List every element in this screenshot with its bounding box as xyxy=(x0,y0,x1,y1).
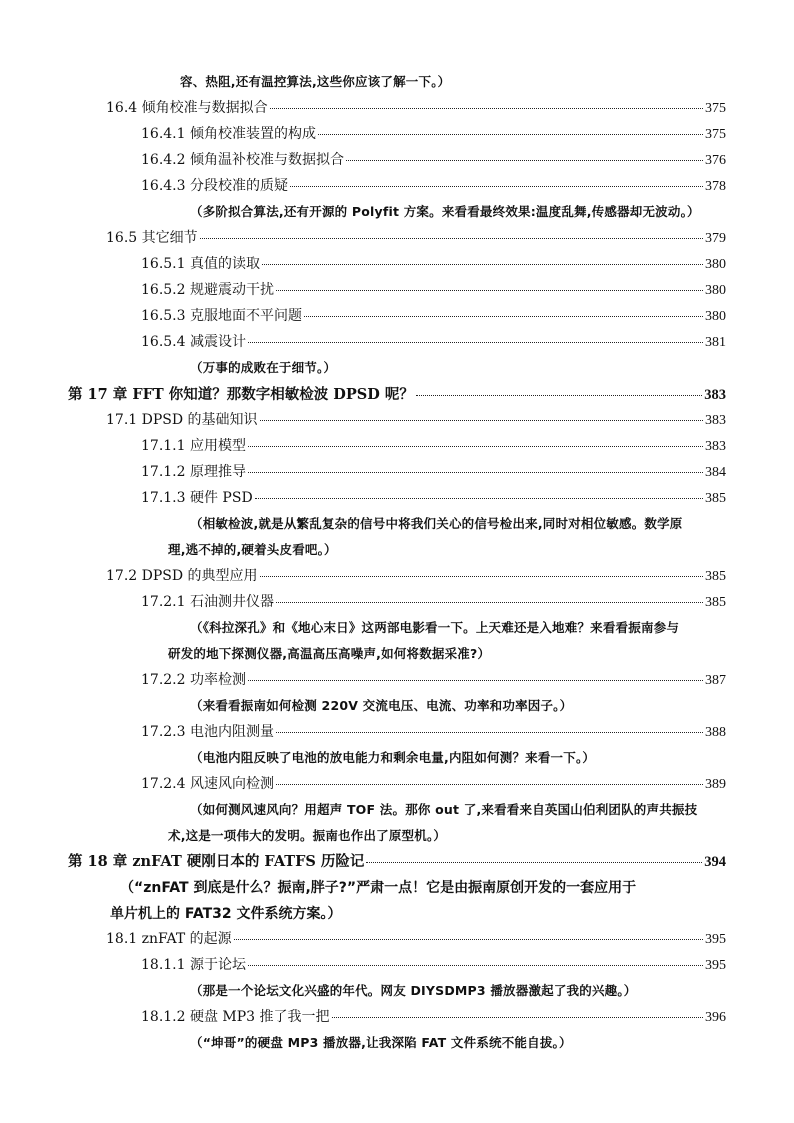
toc-entry-17-2-2[interactable] xyxy=(141,669,726,693)
toc-entry-17-2[interactable] xyxy=(106,565,726,589)
toc-entry-page: 380 xyxy=(705,309,726,324)
toc-entry-page: 379 xyxy=(705,231,726,246)
toc-entry-title: 16.5.1 真值的读取 xyxy=(141,256,260,272)
annotation-note: （《科拉深孔》和《地心末日》这两部电影看一下。上天难还是入地难？来看看振南参与 xyxy=(190,620,680,635)
toc-entry-17-2-4[interactable] xyxy=(141,773,726,797)
leader-dots xyxy=(260,576,703,577)
toc-entry-title: 17.2 DPSD 的典型应用 xyxy=(106,568,258,584)
toc-entry-title: 16.5.3 克服地面不平问题 xyxy=(141,308,302,324)
annotation-note: 单片机上的 FAT32 文件系统方案。） xyxy=(110,906,342,922)
toc-entry-17-1[interactable] xyxy=(106,409,726,433)
toc-entry-page: 380 xyxy=(705,257,726,272)
leader-dots xyxy=(270,108,703,109)
leader-dots xyxy=(234,939,703,940)
toc-entry-title: 17.1.1 应用模型 xyxy=(141,438,246,454)
leader-dots xyxy=(346,160,703,161)
toc-entry-title: 18.1 znFAT 的起源 xyxy=(106,931,232,947)
toc-entry-16-5[interactable] xyxy=(106,227,726,251)
toc-entry-title: 16.4.1 倾角校准装置的构成 xyxy=(141,126,316,142)
toc-entry-page: 395 xyxy=(705,958,726,973)
annotation-note: （如何测风速风向？用超声 TOF 法。那你 out 了,来看看来自英国山伯利团队的声共振技 xyxy=(190,802,698,817)
toc-entry-title: 17.2.3 电池内阻测量 xyxy=(141,724,274,740)
annotation-note: （万事的成败在于细节。） xyxy=(190,360,337,375)
toc-entry-title: 18.1.2 硬盘 MP3 推了我一把 xyxy=(141,1009,330,1025)
leader-dots xyxy=(248,680,703,681)
leader-dots xyxy=(248,342,703,343)
toc-entry-page: 375 xyxy=(705,101,726,116)
toc-entry-title: 17.2.1 石油测井仪器 xyxy=(141,594,274,610)
toc-entry-title: 17.2.4 风速风向检测 xyxy=(141,776,274,792)
toc-entry-16-4-2[interactable] xyxy=(141,149,726,173)
toc-entry-18-1[interactable] xyxy=(106,928,726,952)
toc-entry-page: 380 xyxy=(705,283,726,298)
toc-entry-title: 第 17 章 FFT 你知道？那数字相敏检波 DPSD 呢？ xyxy=(68,386,414,403)
toc-entry-16-4[interactable] xyxy=(106,97,726,121)
leader-dots xyxy=(260,420,703,421)
toc-entry-page: 394 xyxy=(704,854,726,870)
leader-dots xyxy=(255,498,703,499)
toc-entry-title: 18.1.1 源于论坛 xyxy=(141,957,246,973)
toc-entry-16-4-1[interactable] xyxy=(141,123,726,147)
leader-dots xyxy=(248,965,703,966)
annotation-note: （相敏检波,就是从繁乱复杂的信号中将我们关心的信号检出来,同时对相位敏感。数学原 xyxy=(190,516,683,531)
toc-chapter-17[interactable] xyxy=(68,383,726,407)
annotation-note: （“znFAT 到底是什么？振南,胖子?”严肃一点！它是由振南原创开发的一套应用于 xyxy=(120,880,637,896)
toc-entry-title: 17.1 DPSD 的基础知识 xyxy=(106,412,258,428)
leader-dots xyxy=(276,602,703,603)
toc-entry-title: 16.4.3 分段校准的质疑 xyxy=(141,178,288,194)
toc-entry-page: 383 xyxy=(704,387,726,403)
leader-dots xyxy=(304,316,703,317)
toc-entry-title: 17.2.2 功率检测 xyxy=(141,672,246,688)
toc-entry-page: 376 xyxy=(705,153,726,168)
leader-dots xyxy=(366,862,702,863)
toc-entry-16-5-2[interactable] xyxy=(141,279,726,303)
annotation-note: （多阶拟合算法,还有开源的 Polyfit 方案。来看看最终效果:温度乱舞,传感器却无波动。） xyxy=(190,204,700,219)
toc-entry-16-5-3[interactable] xyxy=(141,305,726,329)
toc-entry-page: 375 xyxy=(705,127,726,142)
toc-entry-title: 17.1.3 硬件 PSD xyxy=(141,490,253,506)
toc-entry-page: 395 xyxy=(705,932,726,947)
leader-dots xyxy=(276,784,703,785)
toc-entry-16-5-4[interactable] xyxy=(141,331,726,355)
toc-entry-title: 16.4 倾角校准与数据拟合 xyxy=(106,100,268,116)
toc-entry-page: 381 xyxy=(705,335,726,350)
toc-entry-17-1-3[interactable] xyxy=(141,487,726,511)
toc-entry-title: 16.5.2 规避震动干扰 xyxy=(141,282,274,298)
toc-entry-title: 17.1.2 原理推导 xyxy=(141,464,246,480)
toc-entry-17-2-3[interactable] xyxy=(141,721,726,745)
toc-entry-title: 16.5 其它细节 xyxy=(106,230,198,246)
leader-dots xyxy=(248,472,703,473)
toc-entry-page: 385 xyxy=(705,491,726,506)
annotation-note: （来看看振南如何检测 220V 交流电压、电流、功率和功率因子。） xyxy=(190,698,573,713)
toc-entry-page: 384 xyxy=(705,465,726,480)
leader-dots xyxy=(332,1017,703,1018)
toc-entry-page: 378 xyxy=(705,179,726,194)
annotation-note: （电池内阻反映了电池的放电能力和剩余电量,内阻如何测？来看一下。） xyxy=(190,750,596,765)
toc-entry-17-1-2[interactable] xyxy=(141,461,726,485)
toc-entry-17-2-1[interactable] xyxy=(141,591,726,615)
annotation-note: （那是一个论坛文化兴盛的年代。网友 DIYSDMP3 播放器激起了我的兴趣。） xyxy=(190,983,637,998)
annotation-note: 容、热阻,还有温控算法,这些你应该了解一下。） xyxy=(180,74,451,89)
leader-dots xyxy=(416,395,702,396)
toc-entry-page: 387 xyxy=(705,673,726,688)
leader-dots xyxy=(248,446,703,447)
toc-entry-title: 第 18 章 znFAT 硬刚日本的 FATFS 历险记 xyxy=(68,853,365,870)
toc-entry-18-1-1[interactable] xyxy=(141,954,726,978)
toc-entry-16-5-1[interactable] xyxy=(141,253,726,277)
toc-entry-page: 385 xyxy=(705,595,726,610)
toc-entry-page: 383 xyxy=(705,413,726,428)
toc-entry-page: 383 xyxy=(705,439,726,454)
toc-entry-18-1-2[interactable] xyxy=(141,1006,726,1030)
toc-entry-17-1-1[interactable] xyxy=(141,435,726,459)
toc-entry-page: 385 xyxy=(705,569,726,584)
annotation-note: 理,逃不掉的,硬着头皮看吧。） xyxy=(168,542,337,557)
leader-dots xyxy=(290,186,703,187)
toc-entry-title: 16.4.2 倾角温补校准与数据拟合 xyxy=(141,152,344,168)
toc-entry-page: 396 xyxy=(705,1010,726,1025)
leader-dots xyxy=(262,264,703,265)
annotation-note: 研发的地下探测仪器,高温高压高噪声,如何将数据采准?） xyxy=(168,646,491,661)
toc-entry-title: 16.5.4 减震设计 xyxy=(141,334,246,350)
annotation-note: 术,这是一项伟大的发明。振南也作出了原型机。） xyxy=(168,828,447,843)
toc-entry-16-4-3[interactable] xyxy=(141,175,726,199)
leader-dots xyxy=(318,134,703,135)
toc-chapter-18[interactable] xyxy=(68,850,726,874)
leader-dots xyxy=(276,290,703,291)
toc-entry-page: 389 xyxy=(705,777,726,792)
leader-dots xyxy=(276,732,703,733)
toc-entry-page: 388 xyxy=(705,725,726,740)
annotation-note: （“坤哥”的硬盘 MP3 播放器,让我深陷 FAT 文件系统不能自拔。） xyxy=(190,1035,572,1050)
leader-dots xyxy=(200,238,703,239)
